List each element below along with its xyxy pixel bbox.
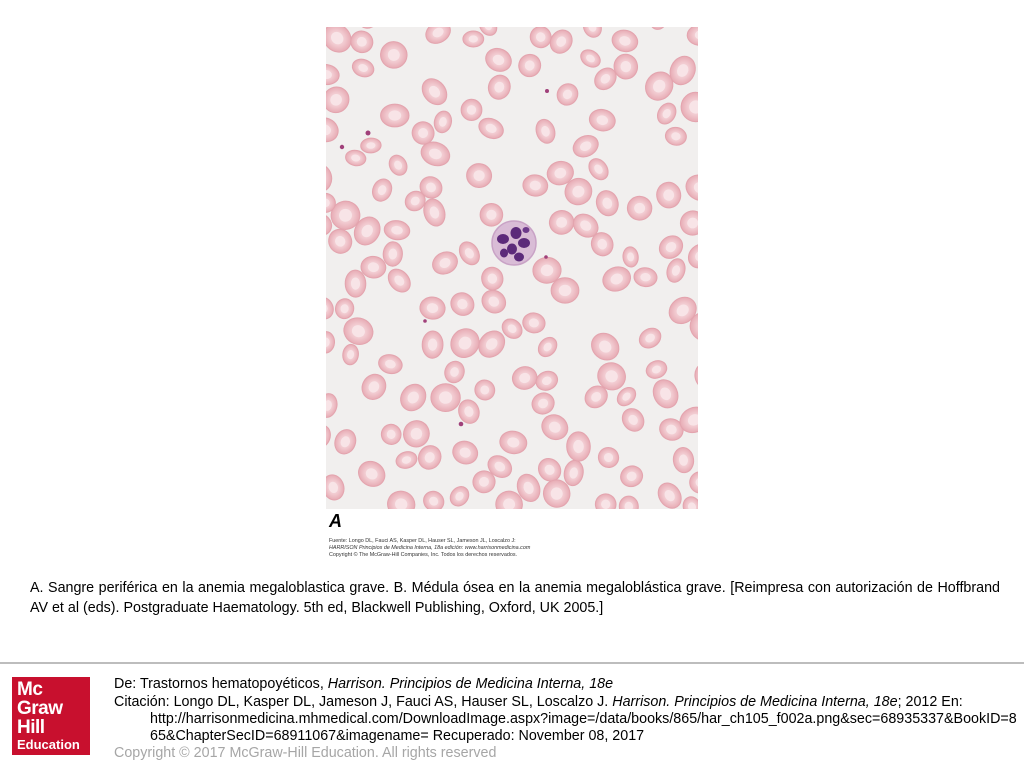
from-book-title: Harrison. Principios de Medicina Interna, 18e (327, 676, 614, 692)
red-blood-cell (463, 31, 484, 47)
red-blood-cell (566, 431, 591, 461)
red-blood-cell (480, 204, 503, 227)
source-line: HARRISON Principios de Medicina Interna, 18a edición: www.harrisonmedicina.com (329, 545, 531, 551)
from-prefix: De: Trastornos hematopoyéticos, (114, 676, 328, 692)
logo-text: Graw (17, 698, 63, 719)
logo-text: Hill (17, 717, 45, 738)
red-blood-cell (551, 277, 579, 303)
micrograph-figure (326, 27, 698, 562)
panel-letter: A (329, 511, 342, 531)
red-blood-cell (422, 331, 444, 359)
red-blood-cell (461, 99, 482, 121)
source-line: Copyright © The McGraw-Hill Companies, Inc. Todos los derechos reservados. (329, 552, 518, 558)
divider (0, 662, 1024, 664)
citation-url-line: http://harrisonmedicina.mhmedical.com/DownloadImage.aspx?image=/data/books/865/har_ch105_f002a.png&sec=68935337&BookID=8 (150, 711, 1017, 727)
figure-source-note (329, 538, 689, 559)
citation-book-title: Harrison. Principios de Medicina Interna, 18e (612, 694, 898, 710)
red-blood-cell (381, 104, 409, 127)
citation-block (114, 694, 1017, 745)
citation-prefix: Citación: Longo DL, Kasper DL, Jameson J, Fauci AS, Hauser SL, Loscalzo J. (114, 694, 613, 710)
citation-suffix: ; 2012 En: (897, 694, 963, 710)
figure-caption: A. Sangre periférica en la anemia megaloblastica grave. B. Médula ósea en la anemia megaloblástica grave. [Reimpresa con autorización de Hoffbrand AV et al (eds). Postgraduate Haematology. 5th ed, Blackwell Publishing, Oxford, UK 2005.] (30, 580, 1000, 616)
logo-text: Mc (17, 679, 43, 700)
citation-url-line: 65&ChapterSecID=68911067&imagename= Recuperado: November 08, 2017 (150, 728, 645, 744)
neutrophil (492, 221, 536, 265)
blood-smear-micrograph (326, 27, 698, 509)
red-blood-cell (345, 270, 367, 298)
copyright-notice: Copyright © 2017 McGraw-Hill Education. All rights reserved (114, 745, 497, 761)
mcgraw-hill-education-logo (12, 677, 90, 755)
red-blood-cell (430, 383, 460, 412)
source-chapter-line (114, 674, 613, 694)
source-line: Fuente: Longo DL, Fauci AS, Kasper DL, Hauser SL, Jameson JL, Loscalzo J: (329, 538, 516, 544)
logo-text: Education (17, 737, 80, 752)
